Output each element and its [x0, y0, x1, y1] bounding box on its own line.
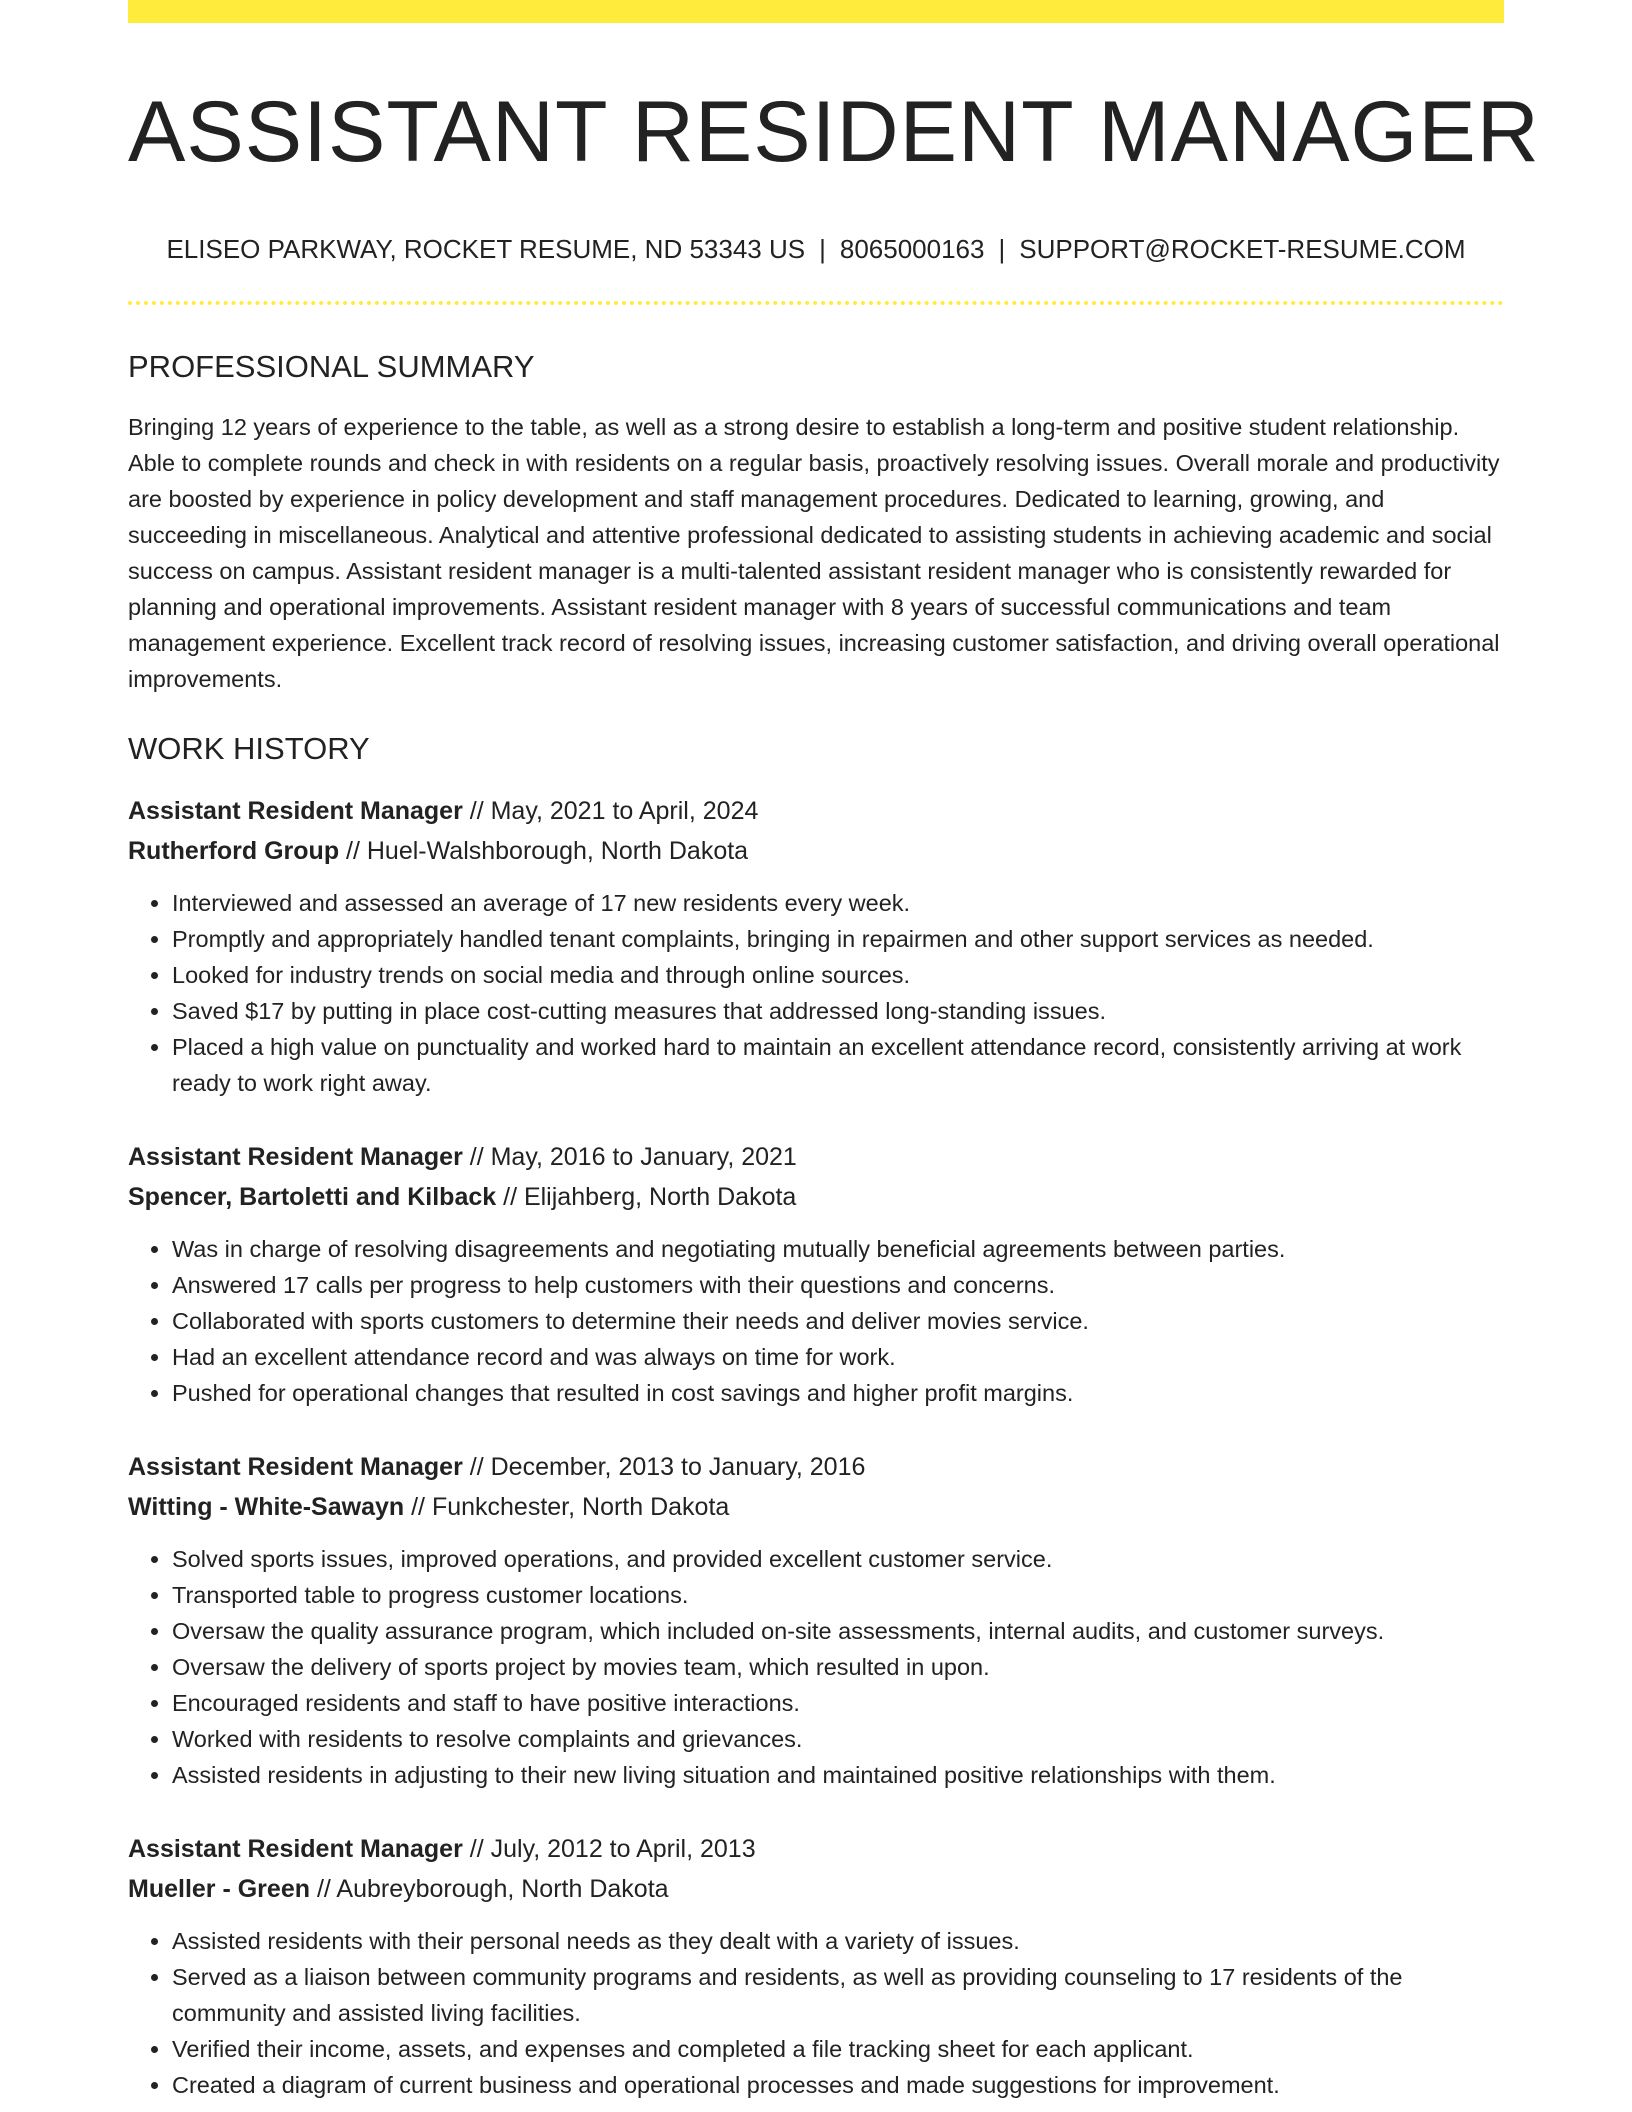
job-bullets	[128, 885, 1504, 1101]
job-bullet: • Saved $17 by putting in place cost-cutting measures that addressed long-standing issues.	[172, 993, 1504, 1029]
job-role: Assistant Resident Manager	[128, 1452, 463, 1481]
job-dates: // July, 2012 to April, 2013	[462, 1834, 756, 1863]
job-bullet: • Collaborated with sports customers to determine their needs and deliver movies service.	[172, 1303, 1504, 1339]
job-bullet: • Oversaw the quality assurance program, which included on-site assessments, internal audits, and customer surveys.	[172, 1613, 1504, 1649]
job-bullet: • Promptly and appropriately handled tenant complaints, bringing in repairmen and other support services as needed.	[172, 921, 1504, 957]
job-bullet: • Answered 17 calls per progress to help customers with their questions and concerns.	[172, 1267, 1504, 1303]
contact-separator: |	[819, 233, 826, 264]
job-role: Assistant Resident Manager	[128, 796, 463, 825]
job-company: Mueller - Green	[128, 1874, 310, 1903]
job-bullet: • Had an excellent attendance record and was always on time for work.	[172, 1339, 1504, 1375]
job-location: // Funkchester, North Dakota	[404, 1492, 730, 1521]
job-location: // Elijahberg, North Dakota	[496, 1182, 797, 1211]
job-entry	[128, 1137, 1504, 1411]
job-bullet: • Assisted residents with their personal needs as they dealt with a variety of issues.	[172, 1923, 1504, 1959]
contact-email: SUPPORT@ROCKET-RESUME.COM	[1019, 233, 1466, 264]
job-title-line	[128, 1137, 1504, 1177]
job-bullet: • Placed a high value on punctuality and worked hard to maintain an excellent attendance record, consistently arriving at work ready to work right away.	[172, 1029, 1504, 1101]
job-entry	[128, 1447, 1504, 1793]
summary-heading: PROFESSIONAL SUMMARY	[128, 348, 535, 384]
job-company: Rutherford Group	[128, 836, 340, 865]
job-title-line	[128, 1829, 1504, 1869]
job-bullet: • Interviewed and assessed an average of 17 new residents every week.	[172, 885, 1504, 921]
job-title-line	[128, 791, 1504, 831]
accent-top-bar	[128, 0, 1504, 23]
job-bullets	[128, 1231, 1504, 1411]
job-bullets	[128, 1923, 1504, 2103]
job-company: Spencer, Bartoletti and Kilback	[128, 1182, 497, 1211]
job-bullet: • Oversaw the delivery of sports project by movies team, which resulted in upon.	[172, 1649, 1504, 1685]
contact-address: ELISEO PARKWAY, ROCKET RESUME, ND 53343 US	[166, 233, 806, 264]
job-role: Assistant Resident Manager	[128, 1834, 463, 1863]
job-company-line	[128, 1869, 1504, 1909]
job-title-line	[128, 1447, 1504, 1487]
job-role: Assistant Resident Manager	[128, 1142, 463, 1171]
job-bullet: • Pushed for operational changes that resulted in cost savings and higher profit margins.	[172, 1375, 1504, 1411]
job-company-line	[128, 831, 1504, 871]
contact-separator: |	[998, 233, 1006, 264]
job-bullet: • Transported table to progress customer locations.	[172, 1577, 1504, 1613]
resume-page	[128, 0, 1540, 2103]
job-bullet: • Created a diagram of current business and operational processes and made suggestions for improvement.	[172, 2067, 1504, 2103]
work-history-heading: WORK HISTORY	[128, 730, 370, 766]
summary-text: Bringing 12 years of experience to the table, as well as a strong desire to establish a long-term and positive student relationship. Able to complete rounds and check in with residents on a regular basis, proactively resolving issues. Overall morale and productivity are boosted by experience in policy development and staff management procedures. Dedicated to learning, growing, and succeeding in miscellaneous. Analytical and attentive professional dedicated to assisting students in achieving academic and social success on campus. Assistant resident manager is a multi-talented assistant resident manager who is consistently rewarded for planning and operational improvements. Assistant resident manager with 8 years of successful communications and team management experience. Excellent track record of resolving issues, increasing customer satisfaction, and driving overall operational improvements.	[128, 413, 1500, 692]
job-company-line	[128, 1487, 1504, 1527]
header-divider	[128, 301, 1504, 305]
resume-title: ASSISTANT RESIDENT MANAGER	[128, 84, 1540, 180]
job-bullet: • Worked with residents to resolve complaints and grievances.	[172, 1721, 1504, 1757]
job-dates: // May, 2021 to April, 2024	[462, 796, 759, 825]
job-bullet: • Encouraged residents and staff to have positive interactions.	[172, 1685, 1504, 1721]
job-location: // Aubreyborough, North Dakota	[310, 1874, 669, 1903]
job-bullet: • Looked for industry trends on social media and through online sources.	[172, 957, 1504, 993]
job-entry	[128, 791, 1504, 1101]
contact-phone: 8065000163	[839, 233, 985, 264]
job-company-line	[128, 1177, 1504, 1217]
job-bullet: • Solved sports issues, improved operations, and provided excellent customer service.	[172, 1541, 1504, 1577]
job-bullet: • Verified their income, assets, and expenses and completed a file tracking sheet for each applicant.	[172, 2031, 1504, 2067]
job-dates: // December, 2013 to January, 2016	[462, 1452, 866, 1481]
job-bullet: • Assisted residents in adjusting to their new living situation and maintained positive relationships with them.	[172, 1757, 1504, 1793]
job-location: // Huel-Walshborough, North Dakota	[339, 836, 749, 865]
job-bullet: • Served as a liaison between community programs and residents, as well as providing counseling to 17 residents of the community and assisted living facilities.	[172, 1959, 1504, 2031]
job-bullet: • Was in charge of resolving disagreements and negotiating mutually beneficial agreements between parties.	[172, 1231, 1504, 1267]
job-dates: // May, 2016 to January, 2021	[462, 1142, 797, 1171]
contact-line	[128, 234, 1504, 265]
job-company: Witting - White-Sawayn	[128, 1492, 405, 1521]
job-entry	[128, 1829, 1504, 2103]
job-bullets	[128, 1541, 1504, 1793]
